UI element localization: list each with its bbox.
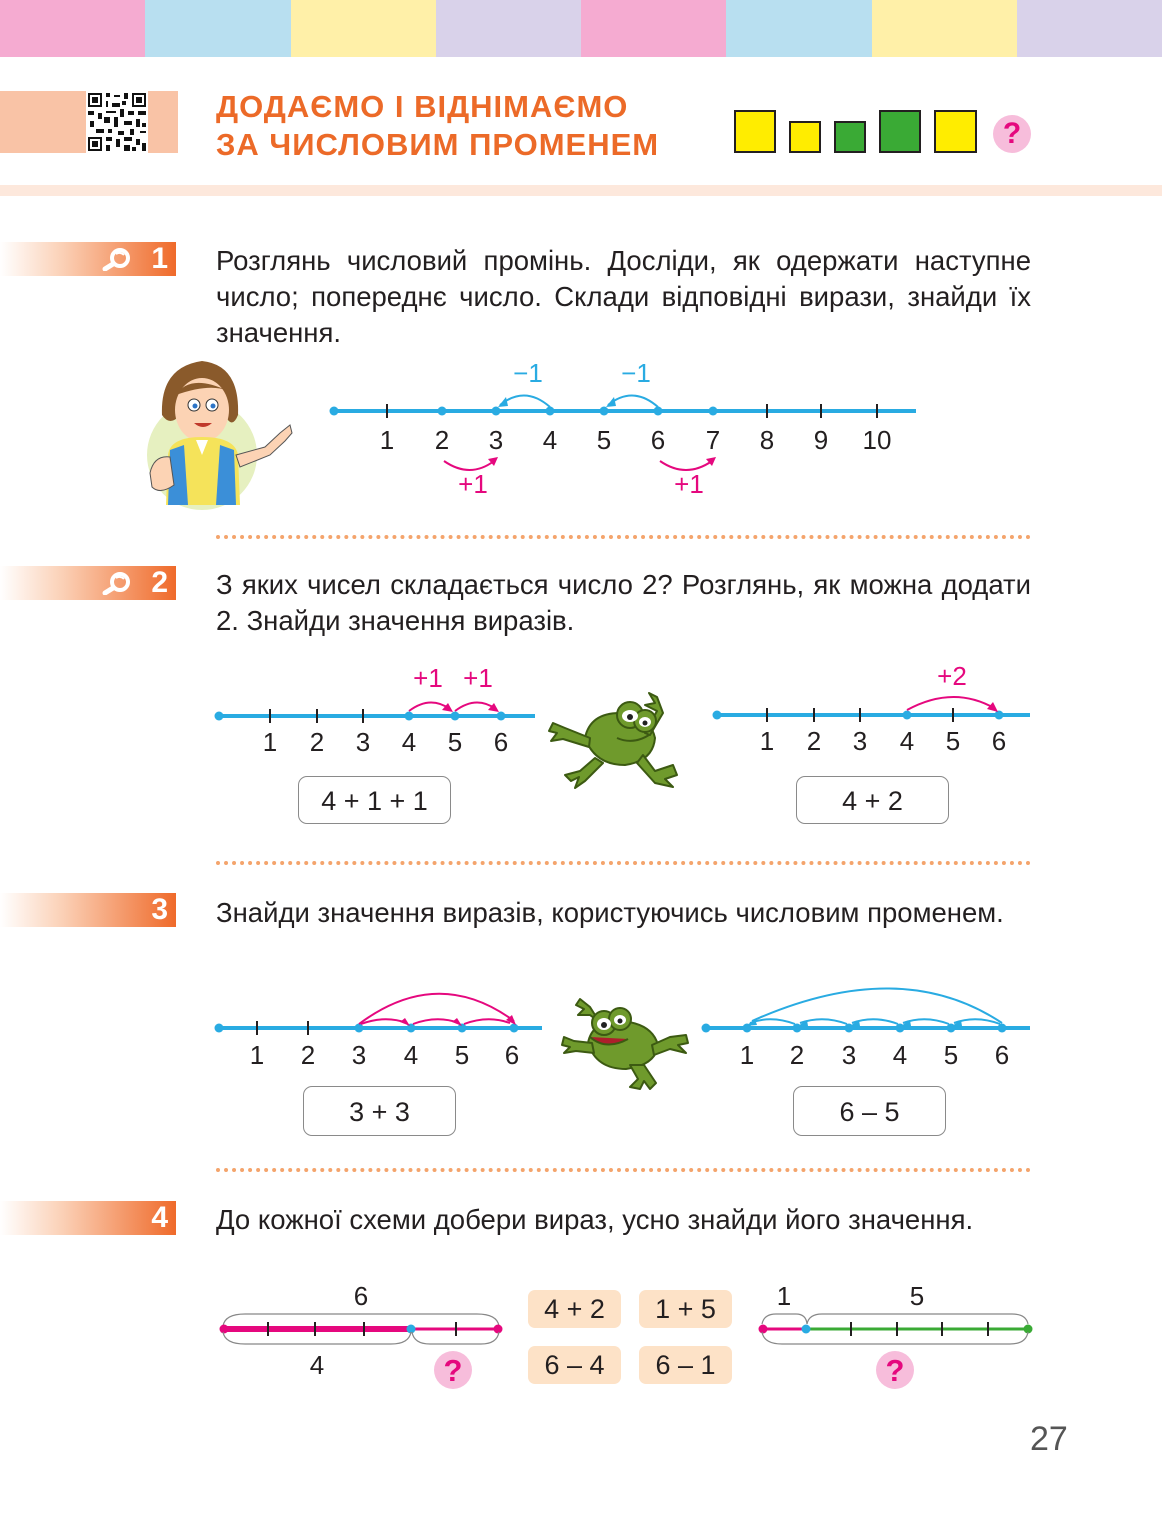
jump-label: +2 bbox=[937, 661, 967, 691]
ray-origin bbox=[215, 712, 224, 721]
tick-label: 5 bbox=[945, 726, 961, 756]
tick-label: 4 bbox=[403, 1040, 419, 1070]
tick-label: 1 bbox=[739, 1040, 755, 1070]
frog-illustration bbox=[545, 683, 680, 793]
tick-label: 2 bbox=[806, 726, 822, 756]
arrow-head bbox=[400, 1018, 410, 1026]
stripe bbox=[872, 0, 1017, 57]
arrow-head bbox=[798, 1020, 808, 1026]
plus-arrow bbox=[464, 1019, 510, 1024]
plus-arrow bbox=[361, 1019, 407, 1024]
arrow-head bbox=[987, 702, 998, 712]
arrow-head bbox=[498, 397, 508, 407]
task-text: З яких чисел складається число 2? Розглянь, як можна додати 2. Знайди значення виразів. bbox=[216, 569, 1031, 636]
ray-origin bbox=[713, 711, 722, 720]
task-number: 2 bbox=[151, 566, 168, 599]
frog-illustration bbox=[560, 993, 695, 1093]
tick-label: 4 bbox=[401, 727, 417, 757]
tick-label: 6 bbox=[650, 425, 666, 455]
ray-point bbox=[492, 407, 501, 416]
arrow-head bbox=[746, 1019, 757, 1026]
brace-bottom bbox=[223, 1332, 411, 1344]
jump-label: +1 bbox=[458, 469, 488, 499]
task-number: 1 bbox=[151, 242, 168, 275]
tick-label: 5 bbox=[596, 425, 612, 455]
question-icon: ? bbox=[993, 115, 1031, 153]
jump-label: +1 bbox=[413, 663, 443, 693]
magnifier-icon bbox=[102, 247, 132, 271]
stripe bbox=[1017, 0, 1162, 57]
jump-label: +1 bbox=[463, 663, 493, 693]
top-color-stripes bbox=[0, 0, 1162, 57]
number-ray-task2-right bbox=[708, 655, 1038, 765]
tick-label: 2 bbox=[309, 727, 325, 757]
tick-label: 6 bbox=[991, 726, 1007, 756]
title-line-2: ЗА ЧИСЛОВИМ ПРОМЕНЕМ bbox=[216, 127, 660, 162]
tick-label: 3 bbox=[488, 425, 504, 455]
expression-box: 6 – 5 bbox=[793, 1086, 946, 1136]
tick-label: 5 bbox=[943, 1040, 959, 1070]
segment-label-right: 5 bbox=[909, 1281, 925, 1311]
stripe bbox=[145, 0, 290, 57]
expression-chip[interactable]: 6 – 1 bbox=[639, 1346, 732, 1384]
ray-origin bbox=[330, 407, 339, 416]
page-title bbox=[216, 88, 659, 164]
number-ray-task1 bbox=[320, 355, 920, 505]
plus-arrow bbox=[907, 697, 994, 710]
number-ray-task3-right bbox=[700, 975, 1040, 1075]
tick-label: 3 bbox=[852, 726, 868, 756]
expression-box: 4 + 1 + 1 bbox=[298, 776, 451, 824]
task-tab-1 bbox=[0, 242, 176, 276]
header-divider bbox=[0, 185, 1162, 196]
segment-label-bottom: 4 bbox=[309, 1350, 325, 1380]
question-mark: ? bbox=[885, 1353, 905, 1388]
tick-label: 6 bbox=[493, 727, 509, 757]
brace-top bbox=[223, 1314, 499, 1326]
brace-top bbox=[807, 1314, 1028, 1324]
minus-arrow bbox=[752, 988, 1002, 1023]
tick-label: 1 bbox=[249, 1040, 265, 1070]
arrow-head bbox=[850, 1020, 860, 1026]
difficulty-square bbox=[934, 110, 977, 153]
tick-label: 6 bbox=[504, 1040, 520, 1070]
tick-label: 5 bbox=[447, 727, 463, 757]
expression-box: 4 + 2 bbox=[796, 776, 949, 824]
magnifier-icon bbox=[102, 571, 132, 595]
tick-label: 6 bbox=[994, 1040, 1010, 1070]
plus-arrow bbox=[413, 1019, 459, 1024]
stripe bbox=[291, 0, 436, 57]
arrow-head bbox=[952, 1020, 962, 1026]
segment-scheme-right bbox=[752, 1280, 1042, 1395]
segment-label-top: 6 bbox=[353, 1281, 369, 1311]
minus-arrow bbox=[750, 1019, 795, 1024]
question-mark: ? bbox=[443, 1353, 463, 1388]
tick-label: 1 bbox=[262, 727, 278, 757]
tick-label: 1 bbox=[379, 425, 395, 455]
tick-label: 10 bbox=[862, 425, 892, 455]
arrow-head bbox=[452, 1018, 462, 1026]
ray-point bbox=[709, 407, 718, 416]
tick-label: 9 bbox=[813, 425, 829, 455]
tick-label: 1 bbox=[759, 726, 775, 756]
number-ray-task3-left bbox=[210, 975, 550, 1075]
title-line-1: ДОДАЄМО І ВІДНІМАЄМО bbox=[216, 89, 629, 124]
task-tab-4 bbox=[0, 1201, 176, 1235]
arrow-head bbox=[901, 1020, 911, 1026]
tick-label: 4 bbox=[542, 425, 558, 455]
task-text: Розглянь числовий промінь. Досліди, як одержати наступне число; попереднє число. Склади відповідні вирази, знайди їх значення. bbox=[216, 245, 1031, 348]
qr-code-icon[interactable] bbox=[86, 91, 148, 153]
tick-label: 8 bbox=[759, 425, 775, 455]
tick-label: 3 bbox=[355, 727, 371, 757]
ray-point bbox=[654, 407, 663, 416]
jump-label: −1 bbox=[621, 358, 651, 388]
tick-label: 5 bbox=[454, 1040, 470, 1070]
tick-label: 2 bbox=[300, 1040, 316, 1070]
expression-chip[interactable]: 6 – 4 bbox=[528, 1346, 621, 1384]
ray-origin bbox=[702, 1024, 711, 1033]
task-tab-2 bbox=[0, 566, 176, 600]
dotted-divider bbox=[216, 861, 1031, 865]
task-tab-3 bbox=[0, 893, 176, 927]
ray-point bbox=[438, 407, 447, 416]
brace-top bbox=[762, 1314, 807, 1324]
expression-chip[interactable]: 1 + 5 bbox=[639, 1290, 732, 1328]
ray-point bbox=[600, 407, 609, 416]
difficulty-square bbox=[789, 121, 821, 153]
tick-label: 4 bbox=[892, 1040, 908, 1070]
dotted-divider bbox=[216, 1168, 1031, 1172]
difficulty-square bbox=[734, 110, 776, 153]
page-number: 27 bbox=[1030, 1420, 1068, 1458]
difficulty-square bbox=[879, 110, 921, 153]
segment-scheme-left bbox=[215, 1280, 510, 1395]
stripe bbox=[0, 0, 145, 57]
segment-label-left: 1 bbox=[776, 1281, 792, 1311]
ray-origin bbox=[215, 1024, 224, 1033]
tick-label: 3 bbox=[841, 1040, 857, 1070]
jump-label: +1 bbox=[674, 469, 704, 499]
tick-label: 2 bbox=[789, 1040, 805, 1070]
task-text: До кожної схеми добери вираз, усно знайди його значення. bbox=[216, 1204, 974, 1235]
dotted-divider bbox=[216, 535, 1031, 539]
ray-point bbox=[546, 407, 555, 416]
jump-label: −1 bbox=[513, 358, 543, 388]
task-text: Знайди значення виразів, користуючись числовим променем. bbox=[216, 897, 1004, 928]
expression-chip[interactable]: 4 + 2 bbox=[528, 1290, 621, 1328]
stripe bbox=[726, 0, 871, 57]
difficulty-square bbox=[834, 121, 866, 153]
tick-label: 7 bbox=[705, 425, 721, 455]
girl-illustration bbox=[140, 355, 300, 510]
expression-box: 3 + 3 bbox=[303, 1086, 456, 1136]
stripe bbox=[436, 0, 581, 57]
stripe bbox=[581, 0, 726, 57]
arrow-head bbox=[606, 397, 616, 407]
number-ray-task2-left bbox=[210, 655, 540, 765]
tick-label: 3 bbox=[351, 1040, 367, 1070]
task-number: 4 bbox=[151, 1201, 168, 1234]
tick-label: 2 bbox=[434, 425, 450, 455]
tick-label: 4 bbox=[899, 726, 915, 756]
task-number: 3 bbox=[151, 893, 168, 926]
